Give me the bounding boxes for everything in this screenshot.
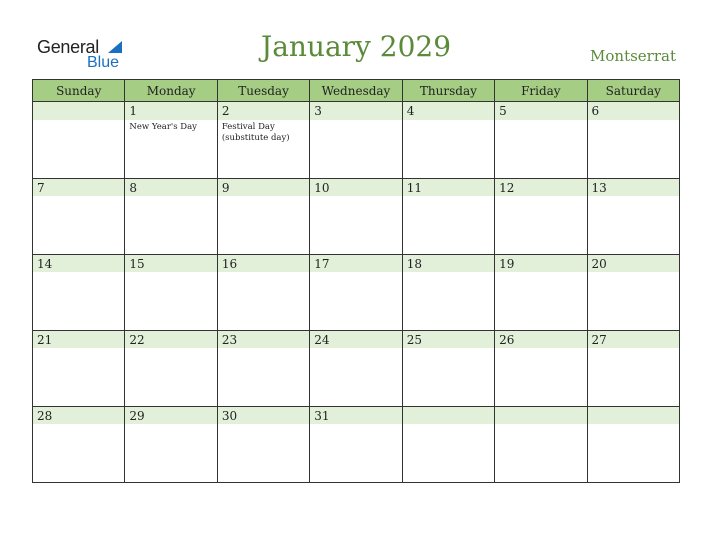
- day-number: [588, 406, 679, 424]
- calendar-title: January 2029: [260, 30, 452, 63]
- day-cell: [125, 406, 217, 483]
- day-cell: [217, 406, 309, 483]
- day-cell: [125, 102, 217, 179]
- week-row: [33, 102, 680, 179]
- day-number: 27: [588, 330, 679, 348]
- day-cell: [310, 406, 402, 483]
- day-number: 11: [403, 178, 494, 196]
- day-cell: [33, 178, 125, 254]
- country-name: Montserrat: [590, 47, 676, 65]
- weekday-header: Thursday: [402, 80, 494, 102]
- day-number: 19: [495, 254, 586, 272]
- day-cell: [217, 178, 309, 254]
- day-cell: [217, 254, 309, 330]
- day-cell: [587, 178, 679, 254]
- day-number: 28: [33, 406, 124, 424]
- weekday-header: Tuesday: [217, 80, 309, 102]
- day-cell: [495, 254, 587, 330]
- day-number: 2: [218, 102, 309, 120]
- week-row: [33, 254, 680, 330]
- day-number: 8: [125, 178, 216, 196]
- day-cell: [402, 178, 494, 254]
- weekday-header: Wednesday: [310, 80, 402, 102]
- day-number: 17: [310, 254, 401, 272]
- day-number: 10: [310, 178, 401, 196]
- day-number: 4: [403, 102, 494, 120]
- weekday-header-row: [33, 80, 680, 102]
- day-number: 20: [588, 254, 679, 272]
- day-number: 16: [218, 254, 309, 272]
- day-cell: [402, 330, 494, 406]
- holiday-label: [33, 196, 124, 198]
- day-cell: [587, 330, 679, 406]
- holiday-label: [403, 424, 494, 426]
- holiday-label: [495, 120, 586, 122]
- day-cell: [125, 254, 217, 330]
- day-number: 21: [33, 330, 124, 348]
- day-number: 30: [218, 406, 309, 424]
- day-cell: [587, 102, 679, 179]
- logo-text-general: General: [37, 37, 99, 57]
- day-cell: [33, 330, 125, 406]
- holiday-label: [495, 424, 586, 426]
- day-number: [403, 406, 494, 424]
- day-number: 7: [33, 178, 124, 196]
- holiday-label: Festival Day (substitute day): [221, 122, 290, 143]
- logo-text-blue: Blue: [87, 54, 120, 71]
- day-cell: [402, 102, 494, 179]
- day-cell: [125, 178, 217, 254]
- day-cell: [33, 406, 125, 483]
- day-cell: [217, 102, 309, 179]
- day-number: [495, 406, 586, 424]
- day-cell: [495, 330, 587, 406]
- weekday-header: Monday: [125, 80, 217, 102]
- day-cell: [217, 330, 309, 406]
- day-number: 5: [495, 102, 586, 120]
- day-cell: [310, 178, 402, 254]
- day-cell: [310, 254, 402, 330]
- day-cell: [495, 406, 587, 483]
- day-cell: [402, 406, 494, 483]
- month-calendar-grid: [32, 79, 680, 483]
- day-cell: [125, 330, 217, 406]
- holiday-label: [403, 120, 494, 122]
- holiday-label: [218, 196, 309, 198]
- holiday-label: [588, 120, 679, 122]
- weekday-header: Friday: [495, 80, 587, 102]
- day-cell: [495, 178, 587, 254]
- day-number: 3: [310, 102, 401, 120]
- day-number: 13: [588, 178, 679, 196]
- week-row: [33, 406, 680, 483]
- week-row: [33, 178, 680, 254]
- day-number: 14: [33, 254, 124, 272]
- day-number: 9: [218, 178, 309, 196]
- day-cell: [310, 330, 402, 406]
- weekday-header: Saturday: [587, 80, 679, 102]
- day-number: 12: [495, 178, 586, 196]
- holiday-label: [33, 120, 124, 122]
- day-number: 24: [310, 330, 401, 348]
- day-number: 26: [495, 330, 586, 348]
- day-number: 29: [125, 406, 216, 424]
- day-number: 31: [310, 406, 401, 424]
- holiday-label: [125, 196, 216, 198]
- day-cell: [495, 102, 587, 179]
- day-number: 22: [125, 330, 216, 348]
- day-number: 6: [588, 102, 679, 120]
- day-cell: [310, 102, 402, 179]
- day-number: 1: [125, 102, 216, 120]
- day-number: 15: [125, 254, 216, 272]
- holiday-label: [310, 120, 401, 122]
- day-cell: [402, 254, 494, 330]
- day-number: [33, 102, 124, 120]
- day-cell: [33, 102, 125, 179]
- day-cell: [587, 254, 679, 330]
- week-row: [33, 330, 680, 406]
- holiday-label: New Year's Day: [129, 122, 197, 132]
- day-cell: [587, 406, 679, 483]
- holiday-label: [588, 424, 679, 426]
- day-number: 18: [403, 254, 494, 272]
- day-number: 23: [218, 330, 309, 348]
- day-cell: [33, 254, 125, 330]
- weekday-header: Sunday: [33, 80, 125, 102]
- day-number: 25: [403, 330, 494, 348]
